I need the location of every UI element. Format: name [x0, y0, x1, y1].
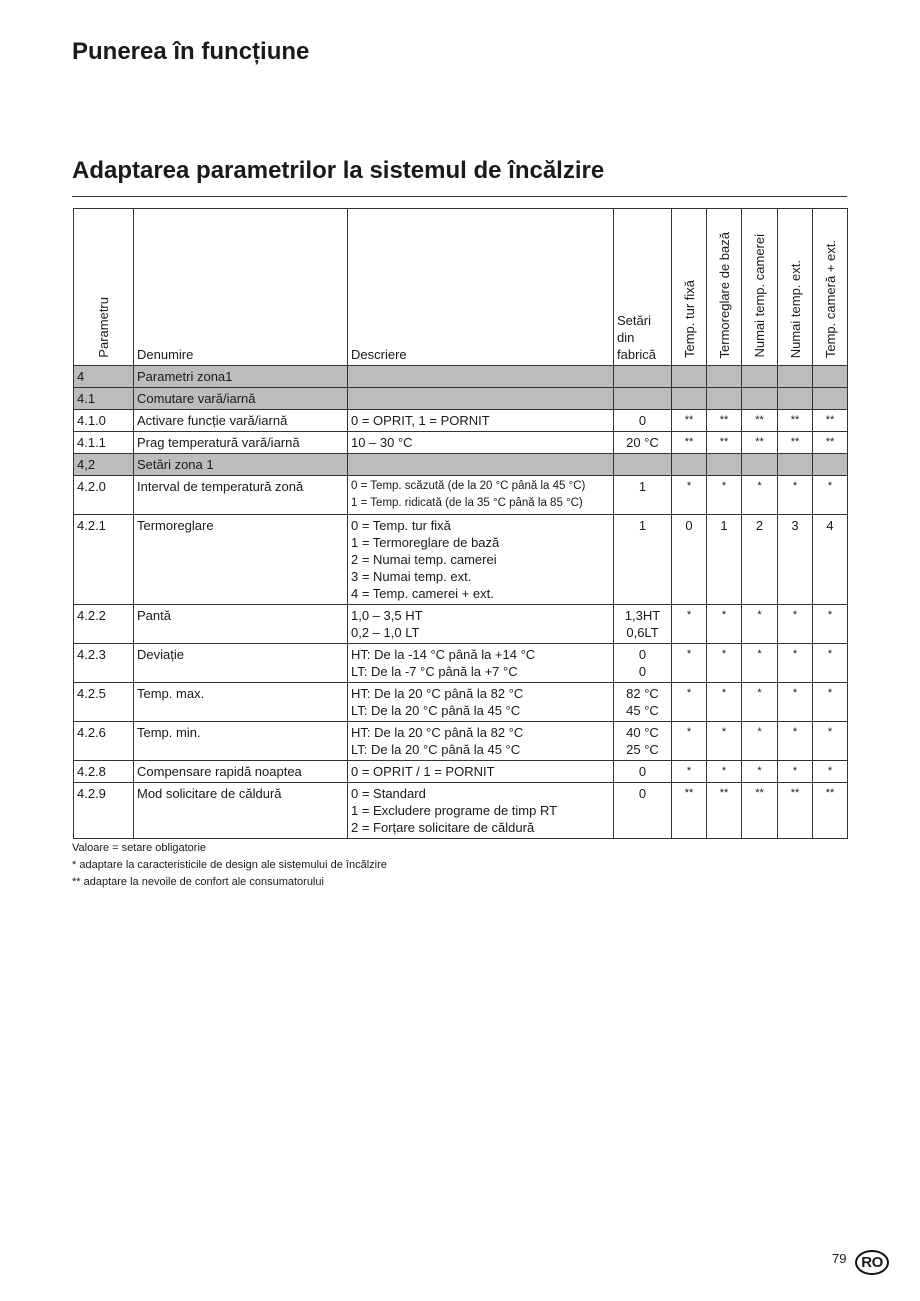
- mode-cell: **: [707, 432, 742, 454]
- mode-cell: [672, 366, 707, 388]
- factory-value: 0: [638, 664, 647, 679]
- description-cell: [348, 476, 614, 515]
- factory-value: 82 °C: [626, 686, 659, 701]
- description-cell: [348, 366, 614, 388]
- table-row: [74, 605, 848, 644]
- mode-cell: [672, 454, 707, 476]
- mode-cell: *: [813, 644, 848, 683]
- mode-cell: [707, 366, 742, 388]
- mode-cell: [742, 388, 778, 410]
- description-line: 10 – 30 °C: [351, 435, 413, 450]
- mode-cell: **: [742, 432, 778, 454]
- header-mode: Temp. cameră + ext.: [813, 209, 848, 366]
- description-line: HT: De la 20 °C până la 82 °C: [351, 725, 524, 740]
- description-line: 0 = Temp. tur fixă: [351, 518, 451, 533]
- param-cell: 4: [74, 366, 134, 388]
- section-divider: [72, 196, 847, 197]
- footnote: * adaptare la caracteristicile de design ale sistemului de încălzire: [72, 859, 387, 871]
- section-title: Adaptarea parametrilor la sistemul de încălzire: [72, 157, 605, 184]
- mode-cell: **: [813, 410, 848, 432]
- mode-cell: *: [707, 722, 742, 761]
- mode-cell: [813, 388, 848, 410]
- description-line: LT: De la 20 °C până la 45 °C: [351, 742, 521, 757]
- mode-cell: **: [778, 432, 813, 454]
- name-cell: Mod solicitare de căldură: [134, 783, 348, 839]
- mode-cell: [672, 388, 707, 410]
- factory-setting-cell: [614, 783, 672, 839]
- mode-cell: *: [778, 644, 813, 683]
- description-cell: [348, 644, 614, 683]
- mode-cell: **: [813, 783, 848, 839]
- description-line: 0 = OPRIT / 1 = PORNIT: [351, 764, 495, 779]
- header-descriere: Descriere: [348, 209, 614, 366]
- mode-cell: **: [778, 783, 813, 839]
- param-cell: 4.2.1: [74, 515, 134, 605]
- description-line: 0 = Standard: [351, 786, 426, 801]
- factory-setting-cell: [614, 454, 672, 476]
- table-row: [74, 644, 848, 683]
- description-line: 3 = Numai temp. ext.: [351, 569, 472, 584]
- mode-cell: **: [742, 410, 778, 432]
- header-mode: Termoreglare de bază: [707, 209, 742, 366]
- description-line: HT: De la -14 °C până la +14 °C: [351, 647, 536, 662]
- mode-cell: *: [778, 722, 813, 761]
- description-line: 1 = Temp. ridicată (de la 35 °C până la 85 °C): [351, 497, 583, 509]
- param-cell: 4.2.3: [74, 644, 134, 683]
- mode-cell: **: [707, 783, 742, 839]
- table-group-row: [74, 366, 848, 388]
- param-cell: 4.2.9: [74, 783, 134, 839]
- factory-value: 0: [638, 647, 647, 662]
- description-line: 2 = Numai temp. camerei: [351, 552, 497, 567]
- description-cell: [348, 783, 614, 839]
- description-line: 1 = Termoreglare de bază: [351, 535, 500, 550]
- param-cell: 4,2: [74, 454, 134, 476]
- factory-setting-cell: [614, 432, 672, 454]
- footnote: ** adaptare la nevoile de confort ale consumatorului: [72, 876, 324, 888]
- mode-cell: **: [672, 783, 707, 839]
- mode-cell: *: [707, 761, 742, 783]
- mode-cell: *: [707, 476, 742, 515]
- name-cell: Compensare rapidă noaptea: [134, 761, 348, 783]
- table-group-row: [74, 388, 848, 410]
- param-cell: 4.1.0: [74, 410, 134, 432]
- mode-cell: *: [813, 722, 848, 761]
- name-cell: Termoreglare: [134, 515, 348, 605]
- description-cell: [348, 388, 614, 410]
- mode-cell: *: [742, 761, 778, 783]
- param-cell: 4.2.5: [74, 683, 134, 722]
- mode-cell: *: [742, 722, 778, 761]
- mode-cell: [813, 454, 848, 476]
- factory-value: 0: [638, 786, 647, 801]
- description-line: 1 = Excludere programe de timp RT: [351, 803, 558, 818]
- name-cell: Temp. max.: [134, 683, 348, 722]
- mode-cell: *: [742, 605, 778, 644]
- mode-cell: 2: [742, 515, 778, 605]
- factory-setting-cell: [614, 366, 672, 388]
- mode-cell: 4: [813, 515, 848, 605]
- mode-cell: *: [707, 644, 742, 683]
- description-cell: [348, 605, 614, 644]
- table-row: [74, 410, 848, 432]
- parameters-table: [73, 208, 848, 839]
- factory-setting-cell: [614, 761, 672, 783]
- mode-cell: *: [672, 683, 707, 722]
- description-cell: [348, 410, 614, 432]
- factory-value: 0,6LT: [626, 625, 659, 640]
- mode-cell: **: [813, 432, 848, 454]
- mode-cell: [707, 454, 742, 476]
- description-line: 1,0 – 3,5 HT: [351, 608, 423, 623]
- header-setari-din-fabrica: Setări din fabrică: [614, 209, 672, 366]
- factory-setting-cell: [614, 410, 672, 432]
- param-cell: 4.2.0: [74, 476, 134, 515]
- table-row: [74, 515, 848, 605]
- factory-setting-cell: [614, 388, 672, 410]
- mode-cell: [742, 366, 778, 388]
- description-line: 2 = Forțare solicitare de căldură: [351, 820, 535, 835]
- language-badge: RO: [855, 1250, 889, 1275]
- param-cell: 4.2.6: [74, 722, 134, 761]
- mode-cell: **: [672, 432, 707, 454]
- description-cell: [348, 683, 614, 722]
- mode-cell: **: [707, 410, 742, 432]
- table-group-row: [74, 454, 848, 476]
- description-line: 0,2 – 1,0 LT: [351, 625, 420, 640]
- footnotes: [72, 840, 387, 891]
- factory-value: 40 °C: [626, 725, 659, 740]
- mode-cell: *: [707, 683, 742, 722]
- mode-cell: *: [672, 644, 707, 683]
- mode-cell: *: [707, 605, 742, 644]
- name-cell: Interval de temperatură zonă: [134, 476, 348, 515]
- param-cell: 4.2.8: [74, 761, 134, 783]
- description-cell: [348, 722, 614, 761]
- mode-cell: *: [813, 476, 848, 515]
- header-parametru: Parametru: [74, 209, 134, 366]
- table-header-row: [74, 209, 848, 366]
- description-cell: [348, 432, 614, 454]
- name-cell: Pantă: [134, 605, 348, 644]
- mode-cell: [813, 366, 848, 388]
- description-line: 4 = Temp. camerei + ext.: [351, 586, 494, 601]
- mode-cell: *: [742, 644, 778, 683]
- description-cell: [348, 761, 614, 783]
- name-cell: Deviație: [134, 644, 348, 683]
- header-mode: Numai temp. camerei: [742, 209, 778, 366]
- description-cell: [348, 454, 614, 476]
- table-row: [74, 683, 848, 722]
- mode-cell: [778, 388, 813, 410]
- description-line: 0 = OPRIT, 1 = PORNIT: [351, 413, 490, 428]
- table-row: [74, 722, 848, 761]
- footnote: Valoare = setare obligatorie: [72, 842, 207, 854]
- mode-cell: [742, 454, 778, 476]
- page-title: Punerea în funcțiune: [72, 38, 310, 65]
- mode-cell: *: [778, 476, 813, 515]
- mode-cell: *: [672, 722, 707, 761]
- mode-cell: *: [672, 605, 707, 644]
- factory-value: 25 °C: [626, 742, 659, 757]
- mode-cell: *: [778, 761, 813, 783]
- description-line: LT: De la 20 °C până la 45 °C: [351, 703, 521, 718]
- name-cell: Setări zona 1: [134, 454, 348, 476]
- page-number: 79: [832, 1251, 847, 1266]
- mode-cell: *: [672, 476, 707, 515]
- mode-cell: 1: [707, 515, 742, 605]
- description-line: 0 = Temp. scăzută (de la 20 °C până la 45 °C): [351, 480, 586, 492]
- table-row: [74, 761, 848, 783]
- mode-cell: [778, 454, 813, 476]
- factory-setting-cell: [614, 515, 672, 605]
- name-cell: Activare funcție vară/iarnă: [134, 410, 348, 432]
- factory-value: 20 °C: [626, 435, 659, 450]
- name-cell: Parametri zona1: [134, 366, 348, 388]
- mode-cell: *: [813, 683, 848, 722]
- mode-cell: *: [813, 605, 848, 644]
- factory-setting-cell: [614, 476, 672, 515]
- mode-cell: *: [813, 761, 848, 783]
- header-mode: Numai temp. ext.: [778, 209, 813, 366]
- name-cell: Comutare vară/iarnă: [134, 388, 348, 410]
- param-cell: 4.1.1: [74, 432, 134, 454]
- mode-cell: *: [778, 683, 813, 722]
- table-row: [74, 783, 848, 839]
- mode-cell: *: [742, 683, 778, 722]
- description-line: HT: De la 20 °C până la 82 °C: [351, 686, 524, 701]
- param-cell: 4.2.2: [74, 605, 134, 644]
- mode-cell: **: [778, 410, 813, 432]
- factory-value: 1: [638, 479, 647, 494]
- description-cell: [348, 515, 614, 605]
- param-cell: 4.1: [74, 388, 134, 410]
- mode-cell: **: [742, 783, 778, 839]
- mode-cell: 3: [778, 515, 813, 605]
- mode-cell: *: [742, 476, 778, 515]
- factory-setting-cell: [614, 722, 672, 761]
- factory-value: 45 °C: [626, 703, 659, 718]
- factory-value: 0: [638, 413, 647, 428]
- factory-setting-cell: [614, 644, 672, 683]
- factory-value: 1: [638, 518, 647, 533]
- name-cell: Temp. min.: [134, 722, 348, 761]
- mode-cell: **: [672, 410, 707, 432]
- name-cell: Prag temperatură vară/iarnă: [134, 432, 348, 454]
- factory-value: 1,3HT: [624, 608, 661, 623]
- table-row: [74, 432, 848, 454]
- header-mode: Temp. tur fixă: [672, 209, 707, 366]
- header-denumire: Denumire: [134, 209, 348, 366]
- factory-setting-cell: [614, 605, 672, 644]
- mode-cell: 0: [672, 515, 707, 605]
- factory-value: 0: [638, 764, 647, 779]
- mode-cell: *: [778, 605, 813, 644]
- mode-cell: [778, 366, 813, 388]
- description-line: LT: De la -7 °C până la +7 °C: [351, 664, 518, 679]
- table-row: [74, 476, 848, 515]
- mode-cell: [707, 388, 742, 410]
- factory-setting-cell: [614, 683, 672, 722]
- mode-cell: *: [672, 761, 707, 783]
